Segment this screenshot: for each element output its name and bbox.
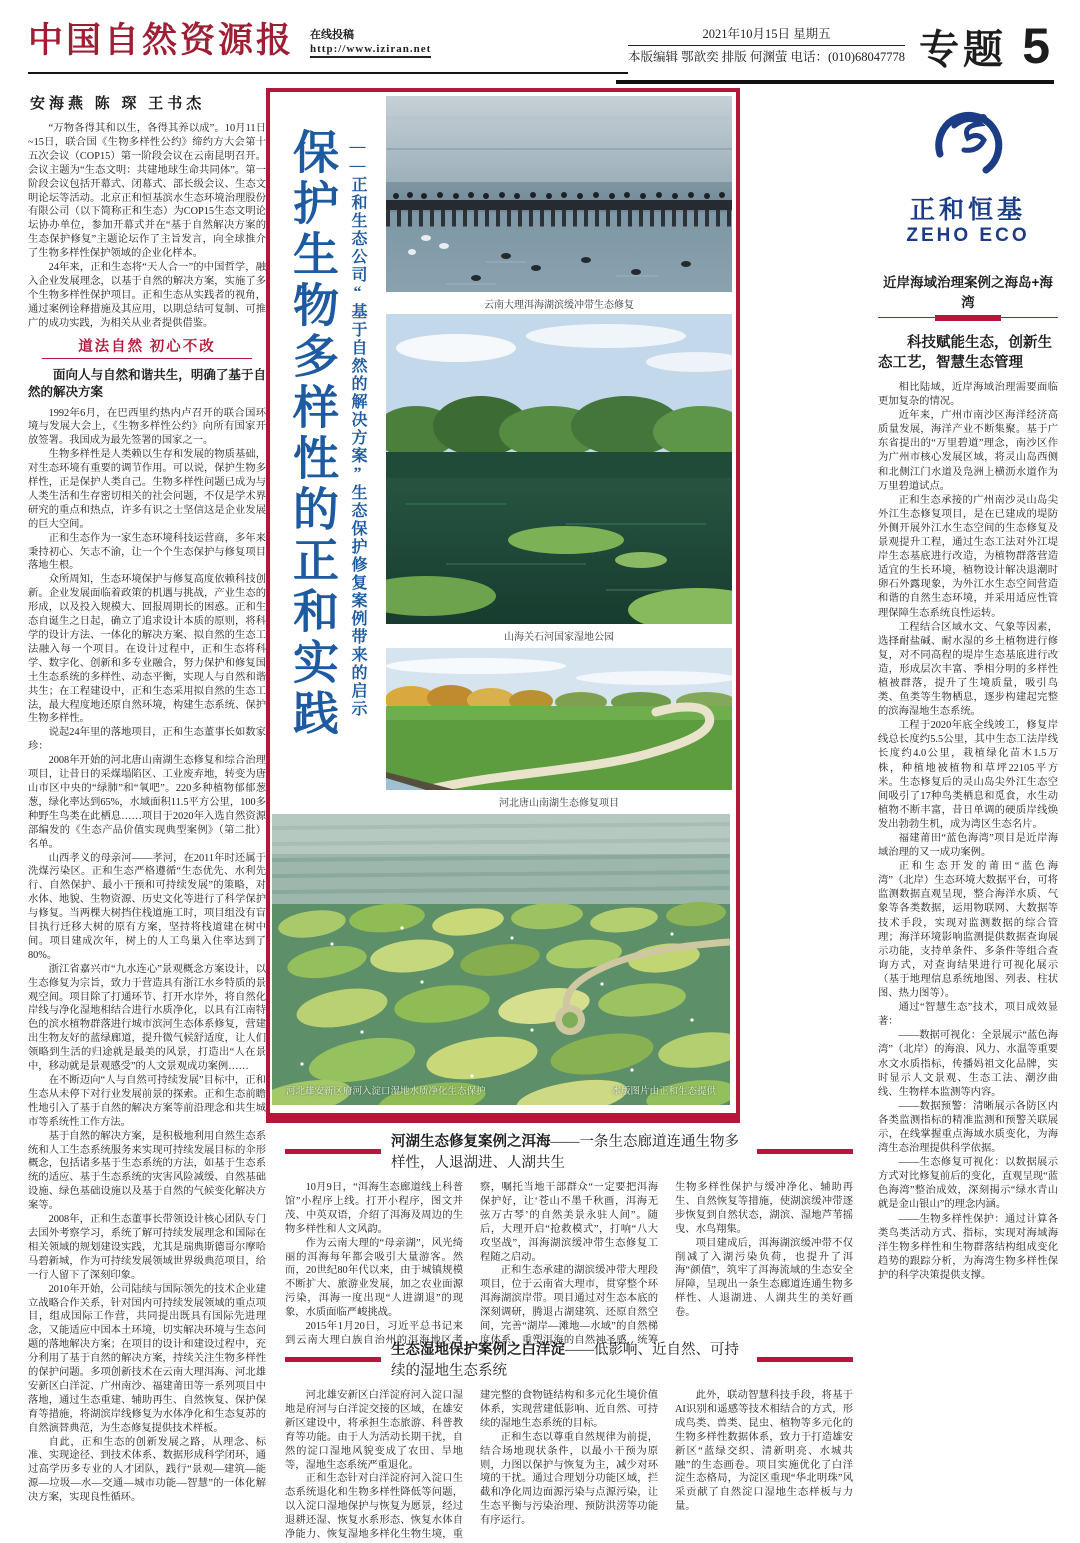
paragraph: 河北雄安新区白洋淀府河入淀口湿地是府河与白洋淀交接的区域，在雄安新区建设中，将承担生态旅游、科普教育等功能。由于人为活动长期干扰，自然的淀口湿地风貌变成了农田、旱地等，湿地生态系统严重退化。 [285, 1390, 463, 1471]
baiyangdian-section [285, 1338, 853, 1543]
paragraph: 正和生态针对白洋淀府河入淀口生态系统退化和生物多样性降低等问题，以入淀口湿地保护与恢复为愿景，经过退耕还湿、恢复水系形态、恢复水体自净能力、恢复湿地多样化生物生境，重建完整的食物链结构和多元化生境价值体系，实现营建低影响、近自然、可持续的湿地生态系统的目标。 [285, 1390, 658, 1541]
date-line: 2021年10月15日 星期五 [702, 27, 831, 41]
paragraph: 正和生态开发的莆田“蓝色海湾”（北岸）生态环境大数据平台，可将监测数据直观呈现，整合海洋水质、气象等各类数据，运用物联网、大数据等技术手段，实现对监测数据的综合管理；海洋环境影响监测提供数据查询展示功能，支持单条件、多条件等组合查询方式，对查询结果进行可视化展示（基于地理信息系统地图、列表、柱状图、热力图等）。 [878, 861, 1058, 1000]
baiyangdian-heading-name: 生态湿地保护案例之白洋淀 [391, 1342, 565, 1358]
paragraph: 正和生态以尊重自然规律为前提，结合场地现状条件，以最小干预为原则，力图以保护与恢复为主，减少对环境的干扰。通过合理划分功能区域，拦截和净化周边面源污染与点源污染，让生态平衡与污染治理、预防洪涝等功能有序运行。 [480, 1431, 658, 1527]
masthead-rule-left [28, 72, 628, 74]
photo-wetland-park [386, 314, 732, 624]
photo-nanhu-grassland [386, 648, 732, 790]
paragraph: 自此，正和生态的创新发展之路，从理念、标准、实现途径、到技术体系、数据形成科学闭环，通过高学历多专业的人才团队，践行“景观—建筑—能源—垃圾—水—交通—城市功能—智慧”的一体化解决方案，实现良性循环。 [28, 1436, 266, 1504]
section-page-label [919, 18, 1054, 74]
photo1-caption: 云南大理洱海湖滨缓冲带生态修复 [484, 300, 634, 311]
heading-dash-left [285, 1357, 381, 1362]
left-section-rule [42, 358, 251, 359]
section-label: 专题 [919, 28, 1008, 72]
paragraph: 山西孝义的母亲河——孝河，在2011年时还属于洗煤污染区。正和生态严格遵循“生态优先、水利先行、自然保护、最小干预和可持续发展”的策略，对水体、地貌、生物资源、历史文化等进行了科学保护与修复。当两棵大树挡住栈道施工时，项目组没有盲目执行迁移大树的原有方案，坚持将栈道建在树中间。项目建成次年，树上的人工鸟巢入住率达到了80%。 [28, 852, 266, 961]
paragraph: 工程结合区域水文、气象等因素，选择耐盐碱、耐水湿的乡土植物进行修复，对不同高程的堤岸生态基底进行改造，形成层次丰富、季相分明的多样性植被群落，提升了生境质量，吸引鸟类、鱼类等生物栖息，逐步构建起完整的滨海湿地生态系统。 [878, 621, 1058, 718]
aerial-wetland-illustration [272, 814, 730, 1105]
editor-line: 本版编辑 鄂歆奕 排版 何渊萤 电话：(010)68047778 [628, 45, 905, 66]
logo-english-name: ZEHO ECO [906, 225, 1030, 246]
erhai-heading-name: 河湖生态修复案例之洱海 [391, 1134, 551, 1150]
paragraph: 正和生态承建的湖滨缓冲带大理段项目，位于云南省大理市，贯穿整个环洱海湖滨岸带。项目通过对生态本底的深刻调研，腾退占湖建筑、还原自然空间，完善“湖岸—滩地—水域”的自然梯度体系，重塑洱海的自然神圣感，统筹生物多样性保护与缓冲净化、辅助再生、自然恢复等措施，使湖滨缓冲带逐步恢复到自然状态，湖滨、湿地芦苇摇曳、水鸟翔集。 [480, 1182, 853, 1346]
paragraph: 项目建成后，洱海湖滨缓冲带不仅削减了入湖污染负荷，也提升了洱海“颜值”，筑牢了洱海流域的生态安全屏障，呈现出一条生态廊道连通生物多样性、人退湖进、人湖共生的美好画卷。 [675, 1237, 853, 1319]
paragraph: 生物多样性是人类赖以生存和发展的物质基础，对生态环境有重要的调节作用。可以说，保护生物多样性，正是保护人类自己。生物多样性问题已成为与人类生活和生存密切相关的社会问题，不仅是学术界研究的重点和热点，许多有识之士坚信这是企业发展的巨大空间。 [28, 449, 266, 530]
erhai-birds-illustration [386, 96, 732, 292]
paragraph: 2008年，正和生态董事长带领设计核心团队专门去国外考察学习，系统了解可持续发展理念和国际在相关领域的规划建设实践，尤其是瑞典斯德哥尔摩哈马碧新城，作为可持续发展领域世界级典范项目，给一行人留下了深刻印象。 [28, 1214, 266, 1281]
photo2-caption: 山海关石河国家湿地公园 [504, 632, 614, 643]
right-section-heading: 近岸海域治理案例之海岛+海湾 [883, 275, 1053, 310]
paragraph: “万物各得其和以生，各得其养以成”。10月11日~15日，联合国《生物多样性公约》缔约方大会第十五次会议（COP15）第一阶段会议在云南昆明召开。会议主题为“生态文明：共建地球生命共同体”。第一阶段会议包括开幕式、闭幕式、部长级会议、生态文明论坛等活动。北京正和恒基滨水生态环境治理股份有限公司（以下简称正和生态）为COP15生态文明论坛协办单位，参加开幕式并在“基于自然解决方案的生态保护修复”主题论坛作了主旨发言，向全球推介了生物多样性保护领域的企业化样本。 [28, 123, 266, 260]
paragraph: 2010年开始，公司陆续与国际领先的技术企业建立战略合作关系，针对国内可持续发展领域的重点项目，组成国际工作营，共同提出既具有国际先进理念，又能适应中国本土环境，切实解决环境与生态问题的落地解决方案；在项目的设计和建设过程中，充分利用了基于自然的解决方案，持续关注生物多样性的保护问题。多项创新技术在云南大理洱海、河北雄安新区白洋淀、广州南沙、福建莆田等一系列项目中落地，通过生态重建、辅助再生、自然恢复、保护保育等措施，将湖滨岸线修复为水体净化和生态复苏的自然演替典范，为生态修复提供技术样板。 [28, 1283, 266, 1434]
photo-erhai-birds [386, 96, 732, 292]
paragraph: 福建莆田“蓝色海湾”项目是近岸海域治理的又一成功案例。 [878, 833, 1058, 859]
left-section-heading: 道法自然 初心不改 [78, 338, 216, 355]
paragraph: 在不断迈向“人与自然可持续发展”目标中，正和生态从未停下对行业发展前景的探索。正和生态前瞻性地引入了基于自然的解决方案等前沿理念和共生城市等系统性工作方法。 [28, 1075, 266, 1128]
logo-chinese-name: 正和恒基 [909, 197, 1026, 224]
paragraph: 说起24年里的落地项目，正和生态董事长如数家珍： [28, 727, 266, 753]
erhai-columns [285, 1181, 853, 1349]
right-body-paragraphs [878, 381, 1058, 1283]
paragraph: 工程于2020年底全线竣工，修复岸线总长度约5.5公里，其中生态工法岸线长度约4.0公里，栽植绿化苗木1.5万株，种植地被植物和草坪22105平方米。生态修复后的灵山岛尖外江生态空间吸引了17种鸟类栖息和觅食，水生动植物不断丰富，昔日单调的硬质岸线焕发出勃勃生机，成为湾区生态名片。 [878, 720, 1058, 830]
paragraph: 24年来，正和生态将“天人合一”的中国哲学，融入企业发展理念，以基于自然的解决方案，实施了多个生物多样性保护项目。正和生态从实践者的视角，通过案例诠释措施及其应用，以期总结可复制、可推广的成功实践，为相关从业者提供借鉴。 [28, 262, 266, 329]
paragraph: 正和生态承接的广州南沙灵山岛尖外江生态修复项目，是在已建成的堤防外侧开展外江水生态空间的生态修复及景观提升工程，通过生态工法对外江堤岸生态基底进行改造，为植物群落营造适宜的生长环境，植物设计解决退潮时卵石外露现象，为外江水生态空间营造和谐的自然生态环境，并采用适应性管理保障生态系统良性运转。 [878, 494, 1058, 619]
paragraph: 通过“智慧生态”技术，项目成效显著： [878, 1002, 1058, 1028]
right-section-subheading: 科技赋能生态，创新生态工艺，智慧生态管理 [878, 335, 1052, 371]
right-column [878, 96, 1058, 1542]
paragraph: 2008年开始的河北唐山南湖生态修复和综合治理项目，让昔日的采煤塌陷区、工业废弃地，转变为唐山市区中央的“绿肺”和“氧吧”。220多种植物郁郁葱葱，绿化率达到65%，水域面积11.5平方公里，100多种野生鸟类在此栖息……项目于2020年入选自然资源部编发的《生态产品价值实现典型案例》（第二批）名单。 [28, 755, 266, 850]
paper-name: 中国自然资源报 [28, 21, 295, 60]
page-number: 5 [1022, 18, 1054, 74]
paragraph: 众所周知，生态环境保护与修复高度依赖科技创新。企业发展面临着政策的机遇与挑战，产业生态的形成，以及投入规模大、回报周期长的困惑。正和生态自诞生之日起，确立了追求设计本质的原则，将科学的设计方法、一体化的解决方案、拟自然的生态工法融入每一个项目。在设计过程中，正和生态将科学、数字化、创新和多专业融合，努力保护和修复国土生态系统的多样性、动态平衡，实现人与自然和谐共生；在工程建设中，正和生态采用拟自然的生态工法，最大程度地还原自然环境，构建生态系统、保护生物多样性。 [28, 574, 266, 725]
photo-fuhe-aerial [272, 814, 730, 1105]
heading-dash-right [757, 1149, 853, 1154]
erhai-heading-tagline: ——一条生态廊道连通生物多样性，人退湖进、人湖共生 [391, 1134, 739, 1171]
photo3-caption: 河北唐山南湖生态修复项目 [499, 798, 619, 809]
masthead-left [28, 22, 431, 60]
left-column [28, 122, 266, 1520]
paragraph: 1992年6月，在巴西里约热内卢召开的联合国环境与发展大会上，《生物多样性公约》向所有国家开放签署。我国成为最先签署的国家之一。 [28, 407, 266, 447]
online-submit-block [310, 26, 431, 60]
photo4-caption-left: 河北雄安新区府河入淀口湿地水质净化生态保护 [286, 1087, 486, 1097]
paragraph: ——数据可视化：全景展示“蓝色海湾”（北岸）的海浪、风力、水温等重要水文水质指标，传播妈祖文化品牌，实时显示人文景观、生态工法、潮汐曲线、生物样本监测等内容。 [878, 1030, 1058, 1098]
paragraph: 相比陆域，近岸海域治理需要面临更加复杂的情况。 [878, 382, 1058, 408]
erhai-section-heading [285, 1130, 853, 1172]
website-link[interactable]: http://www.iziran.net [310, 43, 431, 58]
right-heading-accent [935, 315, 1001, 321]
main-headline: 保护生物多样性的正和实践 [287, 128, 339, 740]
paragraph: 近年来，广州市南沙区海洋经济高质量发展，海洋产业不断集聚。基于广东省提出的“万里碧道”理念，南沙区作为广州市核心发展区域，将灵山岛西侧和北侧江门水道及凫洲上横沥水道作为万里碧道试点。 [878, 410, 1058, 492]
erhai-section [285, 1130, 853, 1349]
baiyangdian-columns [285, 1389, 853, 1543]
masthead-rule-right [616, 80, 1054, 84]
photo4-caption-right: 本版图片由正和生态提供 [611, 1087, 716, 1097]
grassland-illustration [386, 648, 732, 790]
masthead-right [627, 18, 1054, 74]
paragraph: ——数据预警：清晰展示各防区内各类监测指标的精准监测和预警关联展示，在线掌握重点海域水质变化，为海湾生态治理提供科学依据。 [878, 1100, 1058, 1155]
paragraph: 浙江省嘉兴市“九水连心”景观概念方案设计，以生态修复为宗旨，致力于营造具有浙江水乡特质的景观空间。项目除了打通环节、打开水岸外，将自然化岸线与净化湿地相结合进行水质净化，以具有江南特色的滨水植物群落进行城市滨河生态体系修复，营建出生物友好的蓝绿廊道，提升微气候舒适度，让人们领略到生活的归途就是最美的风景，打造出“人在景中，移动就是景观感受”的人文景观成功案例…… [28, 963, 266, 1073]
byline: 安海燕 陈 琛 王书杰 [30, 96, 206, 112]
feature-frame [266, 88, 740, 1123]
paragraph: 作为云南大理的“母亲湖”，风光绮丽的洱海每年都会吸引大量游客。然而，20世纪80年代以来，由于城镇规模不断扩大、旅游业发展，加之农业面源污染，洱海一度出现“人进湖退”的现象，水质面临严峻挑战。 [285, 1237, 463, 1319]
paragraph: 此外，联动智慧科技手段，将基于AI识别和遥感等技术相结合的方式，形成鸟类、兽类、昆虫、植物等多元化的生物多样性数据体系，致力于打造雄安新区“蓝绿交织、清新明亮、水城共融”的生态画卷。项目实施优化了白洋淀生态格局，为淀区重现“华北明珠”风采贡献了自然淀口湿地生态样板与力量。 [675, 1390, 853, 1513]
baiyangdian-section-heading [285, 1338, 853, 1380]
paragraph: 基于自然的解决方案，是积极地利用自然生态系统和人工生态系统服务来实现可持续发展目标的伞形概念，包括诸多基于生态系统的方法，如基于生态系统的适应、基于生态系统的灾害风险减缓、自然基础设施、绿色基础设施以及基于自然的气候变化解决方案等。 [28, 1130, 266, 1212]
wetland-park-illustration [386, 314, 732, 624]
zeho-logo-icon [920, 96, 1016, 192]
online-submit-label: 在线投稿 [310, 29, 355, 41]
left-section-subheading: 面向人与自然和谐共生，明确了基于自然的解决方案 [28, 367, 266, 399]
heading-dash-right [757, 1357, 853, 1362]
paragraph: ——生态修复可视化：以数据展示方式对比修复前后的变化，直观呈现“蓝色海湾”整治成效，深刻揭示“绿水青山就是金山银山”的理念内涵。 [878, 1157, 1058, 1211]
main-subheadline: ——正和生态公司“基于自然的解决方案”生态保护修复案例带来的启示 [349, 138, 366, 718]
paragraph: 正和生态作为一家生态环境科技运营商，多年来秉持初心、矢志不渝，让一个个生态保护与修复项目落地生根。 [28, 532, 266, 572]
paragraph: ——生物多样性保护：通过计算各类鸟类活动方式、指标，实现对海域海洋生物多样性和生物群落结构组成变化趋势的跟踪分析，为海湾生物多样性保护的科学决策提供支撑。 [878, 1213, 1058, 1281]
left-intro-paragraphs [28, 122, 266, 331]
heading-dash-left [285, 1149, 381, 1154]
masthead-info [628, 26, 905, 72]
paragraph: 2015年1月20日，习近平总书记来到云南大理白族自治州的洱海地区考察，嘱托当地干部群众“一定要把洱海保护好，让‘苍山不墨千秋画，洱海无弦万古琴’的自然美景永驻人间”。随后，大理开启“抢救模式”，打响“八大攻坚战”，洱海湖滨缓冲带生态修复工程随之启动。 [285, 1182, 658, 1346]
baiyangdian-heading-tagline: ——低影响、近自然、可持续的湿地生态系统 [391, 1342, 739, 1379]
left-body-paragraphs [28, 407, 266, 1506]
zeho-logo [878, 96, 1058, 247]
paragraph: 10月9日，“洱海生态廊道线上科普馆”小程序上线。打开小程序，图文并茂、中英双语，介绍了洱海及周边的生物多样性和人文风韵。 [285, 1182, 463, 1235]
